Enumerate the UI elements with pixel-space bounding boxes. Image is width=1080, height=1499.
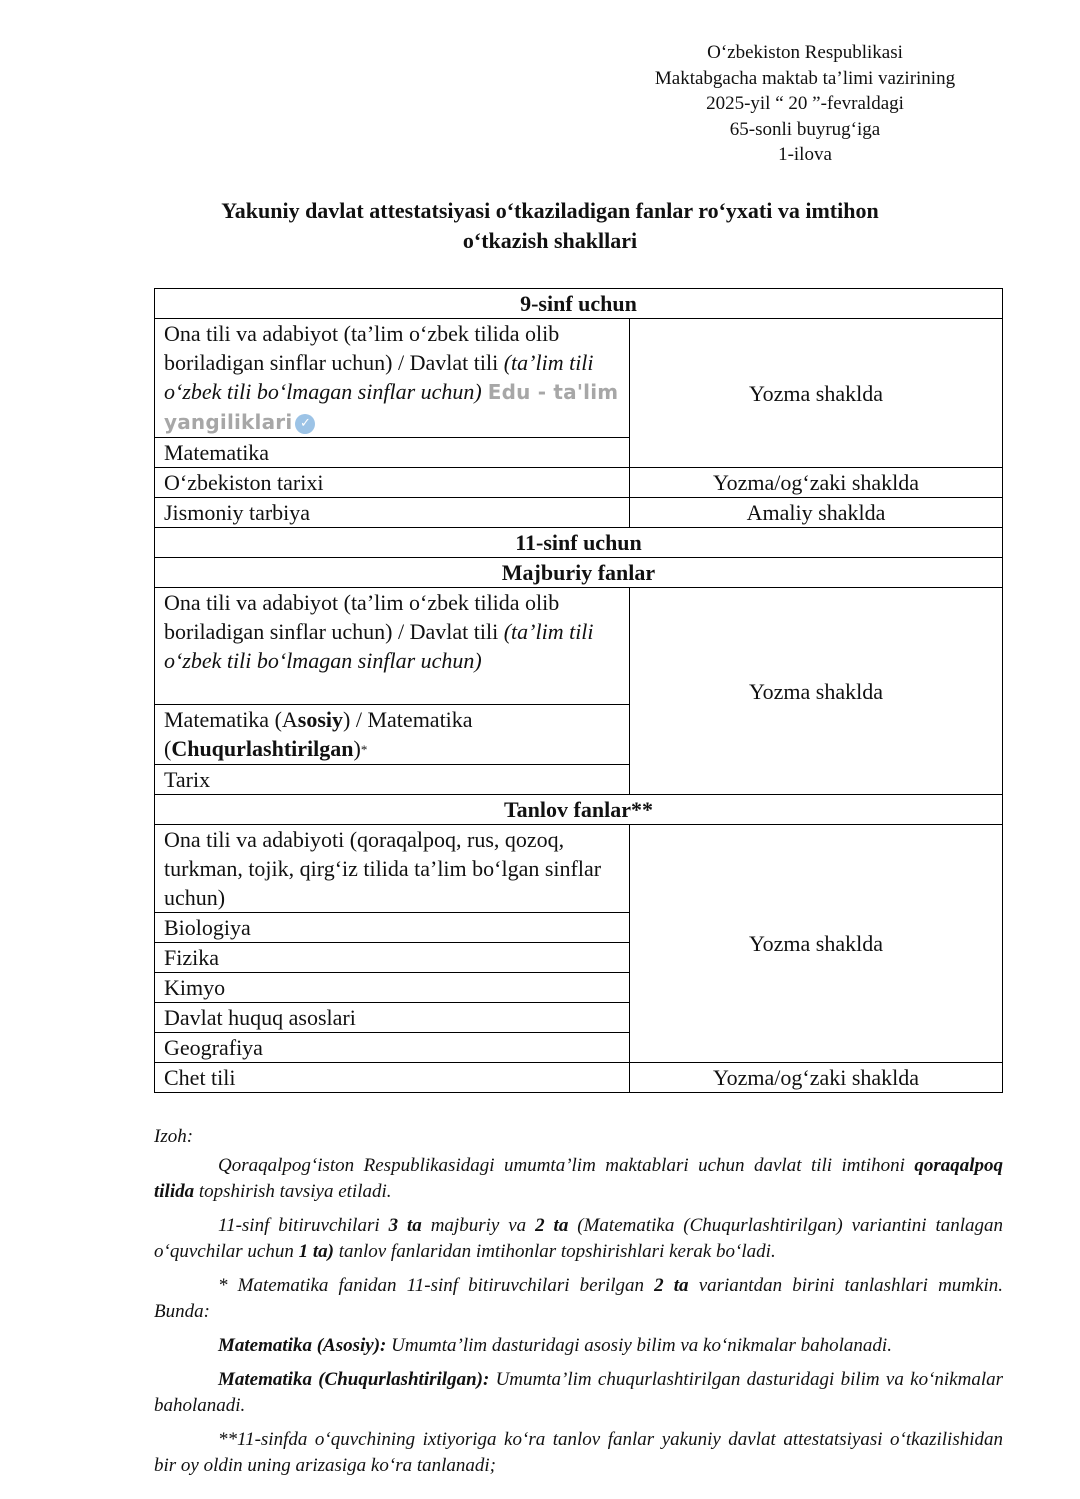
footnote-star: *	[360, 742, 368, 757]
table-cell-form: Yozma shaklda	[630, 825, 1003, 1063]
note-emphasis: Matematika (Asosiy):	[218, 1335, 387, 1356]
header-line: O‘zbekiston Respublikasi	[707, 42, 903, 63]
note-paragraph	[154, 1273, 1003, 1325]
header-line: 65-sonli buyrug‘iga	[729, 118, 881, 140]
table-cell-subject: Kimyo	[155, 973, 630, 1003]
document-header	[620, 40, 990, 168]
note-paragraph	[154, 1367, 1003, 1419]
note-text: Umumta’lim chuqurlashtirilgan dasturidagi bilim va ko‘nikmalar baholanadi.	[154, 1369, 1003, 1416]
table-cell-form: Yozma/og‘zaki shaklda	[630, 1063, 1003, 1093]
note-text: (Matematika (Chuqurlashtirilgan) variantini tanlagan o‘quvchilar uchun	[154, 1215, 1004, 1262]
subject-note: (ta’lim tili o‘zbek tili bo‘lmagan sinflar uchun)	[164, 350, 594, 404]
note-emphasis: qoraqalpoq tilida	[154, 1155, 1003, 1202]
note-emphasis: 2 ta	[654, 1275, 689, 1296]
table-cell-subject: O‘zbekiston tarixi	[155, 468, 630, 498]
grade-11-header: 11-sinf uchun	[155, 528, 1003, 558]
note-text: * Matematika fanidan 11-sinf bitiruvchilari berilgan	[218, 1275, 655, 1296]
math-label-a: Matematika (A	[164, 707, 298, 732]
math-label-e: )	[353, 736, 361, 761]
note-text: tanlov fanlaridan imtihonlar topshirishlari kerak bo‘ladi.	[333, 1241, 776, 1262]
note-text: 11-sinf bitiruvchilari	[218, 1215, 389, 1236]
table-cell-subject: Geografiya	[155, 1033, 630, 1063]
table-cell-form: Yozma shaklda	[630, 319, 1003, 468]
header-line: Maktabgacha maktab ta’limi vazirining	[654, 67, 956, 89]
table-cell-subject	[155, 705, 630, 765]
note-emphasis: 2 ta	[535, 1215, 569, 1236]
table-cell-subject: Matematika	[155, 438, 630, 468]
watermark: Edu - ta'lim yangiliklari	[164, 380, 619, 434]
table-cell-subject	[155, 319, 630, 438]
verified-badge-icon: ✓	[295, 414, 315, 434]
header-line: 1-ilova	[778, 144, 832, 165]
grade-9-header: 9-sinf uchun	[155, 289, 1003, 319]
table-cell-subject: Davlat huquq asoslari	[155, 1003, 630, 1033]
table-cell-subject: Chet tili	[155, 1063, 630, 1093]
note-emphasis: Matematika (Chuqurlashtirilgan):	[218, 1369, 490, 1390]
note-text: Qoraqalpog‘iston Respublikasidagi umumta’lim maktablari uchun davlat tili imtihoni	[218, 1155, 915, 1176]
table-cell-subject: Biologiya	[155, 913, 630, 943]
note-text: majburiy va	[421, 1215, 536, 1236]
title-line-2: o‘tkazish shakllari	[462, 228, 638, 253]
subject-name: Ona tili va adabiyot (ta’lim o‘zbek tilida olib boriladigan sinflar uchun) / Davlat tili	[164, 590, 560, 644]
mandatory-subjects-header: Majburiy fanlar	[155, 558, 1003, 588]
note-emphasis: 1 ta)	[298, 1241, 334, 1262]
notes-section	[154, 1124, 1003, 1479]
table-cell-subject: Fizika	[155, 943, 630, 973]
elective-subjects-header: Tanlov fanlar**	[155, 795, 1003, 825]
note-paragraph	[154, 1213, 1003, 1265]
table-cell-form: Amaliy shaklda	[630, 498, 1003, 528]
table-cell-subject	[155, 588, 630, 705]
subjects-table	[154, 288, 1003, 1093]
note-paragraph: **11-sinfda o‘quvchining ixtiyoriga ko‘ra tanlov fanlar yakuniy davlat attestatsiyasi o‘tkazilishidan bir oy oldin uning arizasiga ko‘ra tanlanadi;	[154, 1429, 1003, 1476]
note-emphasis: 3 ta	[388, 1215, 422, 1236]
document-title	[130, 196, 970, 256]
table-cell-subject: Ona tili va adabiyoti (qoraqalpoq, rus, qozoq, turkman, tojik, qirg‘iz tilida ta’lim bo‘lgan sinflar uchun)	[155, 825, 630, 913]
math-label-c: ) / Matematika (	[164, 707, 473, 761]
table-cell-form: Yozma/og‘zaki shaklda	[630, 468, 1003, 498]
title-line-1: Yakuniy davlat attestatsiyasi o‘tkaziladigan fanlar ro‘yxati va imtihon	[221, 198, 879, 223]
table-cell-subject: Tarix	[155, 765, 630, 795]
math-label-advanced: Chuqurlashtirilgan	[171, 736, 354, 761]
note-text: topshirish tavsiya etiladi.	[194, 1181, 392, 1202]
note-text: variantdan birini tanlashlari mumkin. Bunda:	[154, 1275, 1003, 1322]
table-cell-form: Yozma shaklda	[630, 588, 1003, 795]
note-text: Umumta’lim dasturidagi asosiy bilim va ko‘nikmalar baholanadi.	[386, 1335, 892, 1356]
math-label-basic: sosiy	[297, 707, 344, 732]
table-cell-subject: Jismoniy tarbiya	[155, 498, 630, 528]
note-paragraph	[154, 1333, 1003, 1359]
subject-note: (ta’lim tili o‘zbek tili bo‘lmagan sinflar uchun)	[164, 619, 594, 673]
subject-name: Ona tili va adabiyot (ta’lim o‘zbek tilida olib boriladigan sinflar uchun) / Davlat tili	[164, 321, 560, 375]
note-paragraph	[154, 1153, 1003, 1205]
header-line: 2025-yil “ 20 ”-fevraldagi	[706, 93, 904, 114]
notes-label: Izoh:	[154, 1126, 194, 1147]
